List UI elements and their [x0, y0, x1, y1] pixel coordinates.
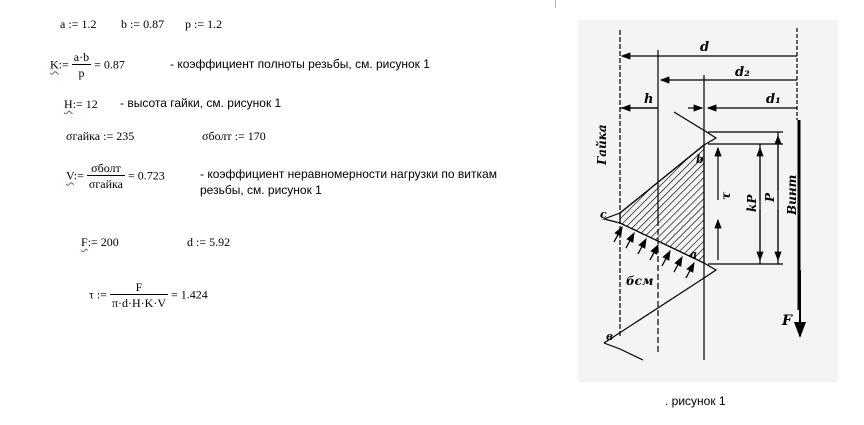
- numerator: F: [110, 280, 168, 295]
- label-h: h: [644, 92, 654, 107]
- var-value: 0.87: [143, 17, 165, 31]
- label-nut: Гайка: [595, 124, 609, 165]
- label-c: c: [600, 208, 607, 221]
- var-name: σгайка: [66, 129, 101, 143]
- var-value: 12: [85, 97, 98, 111]
- label-d2: d₂: [735, 65, 750, 80]
- denominator: π·d·H·K·V: [111, 296, 166, 310]
- figure-caption: . рисунок 1: [665, 394, 726, 408]
- label-screw: Винт: [785, 174, 799, 215]
- var-name: b: [121, 17, 127, 31]
- label-d: d: [700, 40, 710, 55]
- label-P: P: [763, 192, 777, 202]
- def-a[interactable]: [60, 17, 96, 31]
- def-p[interactable]: [185, 17, 222, 31]
- def-V[interactable]: [66, 161, 165, 192]
- assign-op: :=: [58, 57, 69, 72]
- var-name: K: [50, 57, 59, 72]
- label-v: в: [606, 330, 614, 343]
- label-b: b: [696, 153, 704, 166]
- var-value: 235: [116, 129, 135, 143]
- label-kP: kP: [745, 194, 759, 212]
- comment-V-line1[interactable]: - коэффициент неравномерности нагрузки по виткам: [200, 167, 497, 181]
- def-sigma-bolt[interactable]: [202, 129, 266, 143]
- var-value: 5.92: [209, 235, 231, 249]
- def-sigma-nut[interactable]: [66, 129, 134, 143]
- def-H[interactable]: [64, 97, 98, 111]
- label-a: a: [690, 248, 698, 261]
- thread-diagram: [578, 20, 838, 382]
- def-F[interactable]: [81, 235, 119, 249]
- def-tau[interactable]: [89, 280, 208, 311]
- label-d1: d₁: [766, 92, 781, 107]
- comment-V-line2[interactable]: резьбы, см. рисунок 1: [200, 183, 322, 197]
- assign-op: :=: [87, 235, 98, 249]
- insertion-cursor-mark: [555, 0, 556, 8]
- assign-op: :=: [194, 17, 205, 31]
- denominator: σгайка: [88, 177, 124, 191]
- var-value: 170: [247, 129, 266, 143]
- comment-K[interactable]: - коэффициент полноты резьбы, см. рисунок 1: [170, 57, 430, 71]
- var-name: σболт: [202, 129, 232, 143]
- var-name: p: [185, 17, 191, 31]
- result-value: = 0.723: [128, 168, 165, 183]
- numerator: σболт: [87, 161, 125, 176]
- fraction: [72, 50, 91, 81]
- assign-op: :=: [196, 235, 207, 249]
- def-d[interactable]: [187, 235, 230, 249]
- def-K[interactable]: [50, 50, 125, 81]
- fraction: [87, 161, 125, 192]
- result-value: = 1.424: [170, 287, 208, 302]
- numerator: a·b: [73, 50, 90, 64]
- denominator: p: [78, 66, 85, 80]
- assign-op: :=: [72, 97, 83, 111]
- assign-op: :=: [130, 17, 141, 31]
- var-name: τ: [89, 287, 94, 302]
- fraction: [110, 280, 168, 311]
- def-b[interactable]: [121, 17, 164, 31]
- var-value: 200: [100, 235, 119, 249]
- assign-op: :=: [96, 287, 107, 302]
- label-tau: τ: [719, 191, 733, 200]
- assign-op: :=: [68, 17, 79, 31]
- label-sigma-cm: бсм: [626, 274, 654, 288]
- var-name: H: [64, 97, 73, 111]
- result-value: = 0.87: [94, 57, 125, 72]
- assign-op: :=: [73, 168, 84, 183]
- assign-op: :=: [234, 129, 245, 143]
- var-value: 1.2: [81, 17, 97, 31]
- var-name: a: [60, 17, 66, 31]
- var-value: 1.2: [207, 17, 223, 31]
- var-name: F: [81, 235, 88, 249]
- var-name: V: [66, 168, 74, 183]
- thread-diagram-figure[interactable]: [578, 20, 838, 382]
- assign-op: :=: [103, 129, 114, 143]
- var-name: d: [187, 235, 193, 249]
- label-force-F: F: [782, 313, 792, 329]
- comment-H[interactable]: - высота гайки, см. рисунок 1: [120, 96, 282, 110]
